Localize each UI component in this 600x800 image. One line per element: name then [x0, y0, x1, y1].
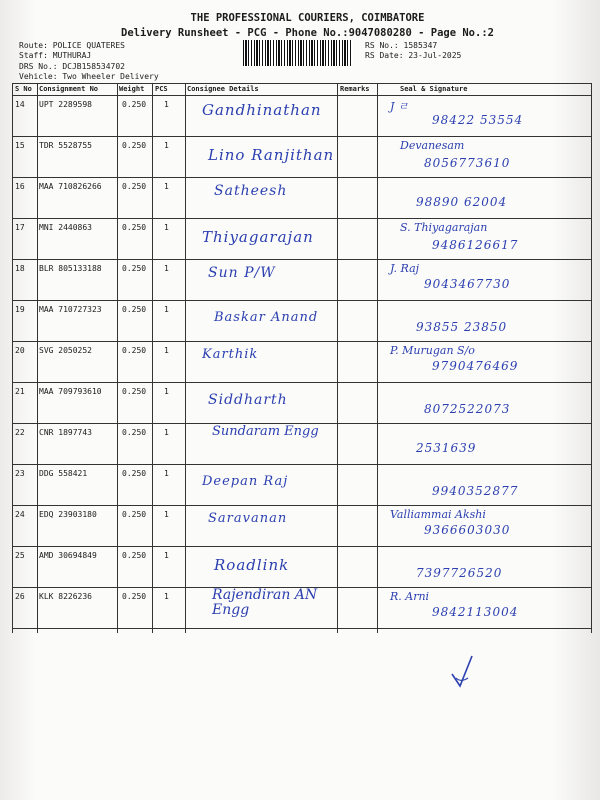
pieces-count: 1 [164, 469, 169, 478]
col-sno: S No [15, 85, 32, 93]
table-row [12, 218, 592, 259]
table-row [12, 95, 592, 136]
consignment-number: BLR 805133188 [39, 264, 102, 273]
consignment-number: KLK 8226236 [39, 592, 92, 601]
signature-phone: 9366603030 [424, 523, 511, 537]
table-row [12, 300, 592, 341]
col-consignee: Consignee Details [187, 85, 259, 93]
signature-phone: 8056773610 [424, 156, 511, 170]
consignment-number: CNR 1897743 [39, 428, 92, 437]
consignee-name: Lino Ranjithan [208, 146, 335, 164]
signature-phone: 9790476469 [432, 359, 519, 373]
signature-text: Valliammai Akshi [390, 508, 486, 521]
table-row [12, 546, 592, 587]
serial-number: 25 [15, 551, 25, 560]
pieces-count: 1 [164, 346, 169, 355]
weight-value: 0.250 [122, 510, 147, 519]
pieces-count: 1 [164, 305, 169, 314]
table-row [12, 423, 592, 464]
vehicle-label: Vehicle: Two Wheeler Delivery [19, 72, 159, 81]
staff-label: Staff: MUTHURAJ [19, 51, 92, 60]
consignee-name: Roadlink [214, 556, 290, 574]
barcode [243, 40, 353, 66]
consignment-number: MNI 2440863 [39, 223, 92, 232]
signature-phone: 8072522073 [424, 402, 511, 416]
signature-text: P. Murugan S/o [390, 344, 475, 357]
serial-number: 16 [15, 182, 25, 191]
table-row [12, 259, 592, 300]
consignment-number: SVG 2050252 [39, 346, 92, 355]
col-weight: Weight [119, 85, 145, 93]
consignee-name: Sundaram Engg [212, 424, 319, 439]
table-row [12, 505, 592, 546]
serial-number: 17 [15, 223, 25, 232]
serial-number: 26 [15, 592, 25, 601]
serial-number: 19 [15, 305, 25, 314]
pieces-count: 1 [164, 223, 169, 232]
pieces-count: 1 [164, 510, 169, 519]
weight-value: 0.250 [122, 141, 147, 150]
checkmark-icon [448, 652, 478, 692]
pieces-count: 1 [164, 100, 169, 109]
signature-phone: 98422 53554 [432, 113, 524, 127]
consignee-name: Rajendiran AN Engg [212, 587, 318, 618]
consignee-name: Deepan Raj [202, 474, 289, 489]
serial-number: 24 [15, 510, 25, 519]
consignment-number: TDR 5528755 [39, 141, 92, 150]
rs-number: RS No.: 1585347 [365, 41, 438, 50]
signature-phone: 9940352877 [432, 484, 519, 498]
signature-phone: 98890 62004 [416, 195, 508, 209]
signature-phone: 2531639 [416, 441, 477, 455]
pieces-count: 1 [164, 387, 169, 396]
pieces-count: 1 [164, 592, 169, 601]
table-row [12, 464, 592, 505]
pieces-count: 1 [164, 182, 169, 191]
table-row [12, 382, 592, 423]
weight-value: 0.250 [122, 387, 147, 396]
runsheet-subtitle: Delivery Runsheet - PCG - Phone No.:9047080280 - Page No.:2 [121, 27, 494, 39]
weight-value: 0.250 [122, 551, 147, 560]
consignee-name: Siddharth [208, 392, 288, 408]
consignment-number: MAA 709793610 [39, 387, 102, 396]
route-label: Route: POLICE QUATERES [19, 41, 125, 50]
row-divider [12, 628, 592, 629]
consignment-number: EDQ 23903180 [39, 510, 97, 519]
serial-number: 21 [15, 387, 25, 396]
signature-text: S. Thiyagarajan [400, 221, 488, 234]
pieces-count: 1 [164, 264, 169, 273]
weight-value: 0.250 [122, 100, 147, 109]
consignee-name: Sun P/W [208, 265, 276, 281]
serial-number: 22 [15, 428, 25, 437]
serial-number: 18 [15, 264, 25, 273]
weight-value: 0.250 [122, 346, 147, 355]
row-divider [12, 83, 592, 84]
consignment-number: MAA 710727323 [39, 305, 102, 314]
pieces-count: 1 [164, 141, 169, 150]
table-row [12, 136, 592, 177]
weight-value: 0.250 [122, 223, 147, 232]
signature-text: R. Arni [390, 590, 430, 603]
col-pcs: PCS [155, 85, 168, 93]
col-consignment: Consignment No [39, 85, 99, 93]
signature-text: J. Raj [390, 262, 420, 275]
table-row [12, 587, 592, 628]
serial-number: 15 [15, 141, 25, 150]
company-title: THE PROFESSIONAL COURIERS, COIMBATORE [190, 12, 425, 24]
signature-phone: 9842113004 [432, 605, 519, 619]
consignee-name: Saravanan [208, 511, 288, 526]
signature-text: Devanesam [400, 139, 465, 152]
serial-number: 23 [15, 469, 25, 478]
consignee-name: Thiyagarajan [202, 228, 314, 246]
serial-number: 14 [15, 100, 25, 109]
consignment-number: DDG 558421 [39, 469, 88, 478]
col-remarks: Remarks [340, 85, 370, 93]
signature-text: J ㄹ [390, 100, 409, 113]
weight-value: 0.250 [122, 428, 147, 437]
consignment-number: UPT 2289598 [39, 100, 92, 109]
signature-phone: 7397726520 [416, 566, 503, 580]
weight-value: 0.250 [122, 182, 147, 191]
serial-number: 20 [15, 346, 25, 355]
weight-value: 0.250 [122, 469, 147, 478]
consignee-name: Baskar Anand [214, 310, 319, 325]
consignment-number: AMD 30694849 [39, 551, 97, 560]
weight-value: 0.250 [122, 305, 147, 314]
signature-phone: 93855 23850 [416, 320, 508, 334]
pieces-count: 1 [164, 428, 169, 437]
rs-date: RS Date: 23-Jul-2025 [365, 51, 462, 60]
table-row [12, 177, 592, 218]
signature-phone: 9043467730 [424, 277, 511, 291]
col-seal: Seal & Signature [400, 85, 468, 93]
consignment-number: MAA 710826266 [39, 182, 102, 191]
weight-value: 0.250 [122, 592, 147, 601]
pieces-count: 1 [164, 551, 169, 560]
signature-phone: 9486126617 [432, 238, 519, 252]
consignee-name: Karthik [202, 347, 259, 362]
drs-number: DRS No.: DCJB158534702 [19, 62, 125, 71]
consignee-name: Gandhinathan [202, 101, 322, 119]
delivery-table [12, 83, 592, 633]
table-row [12, 341, 592, 382]
consignee-name: Satheesh [214, 183, 288, 199]
weight-value: 0.250 [122, 264, 147, 273]
